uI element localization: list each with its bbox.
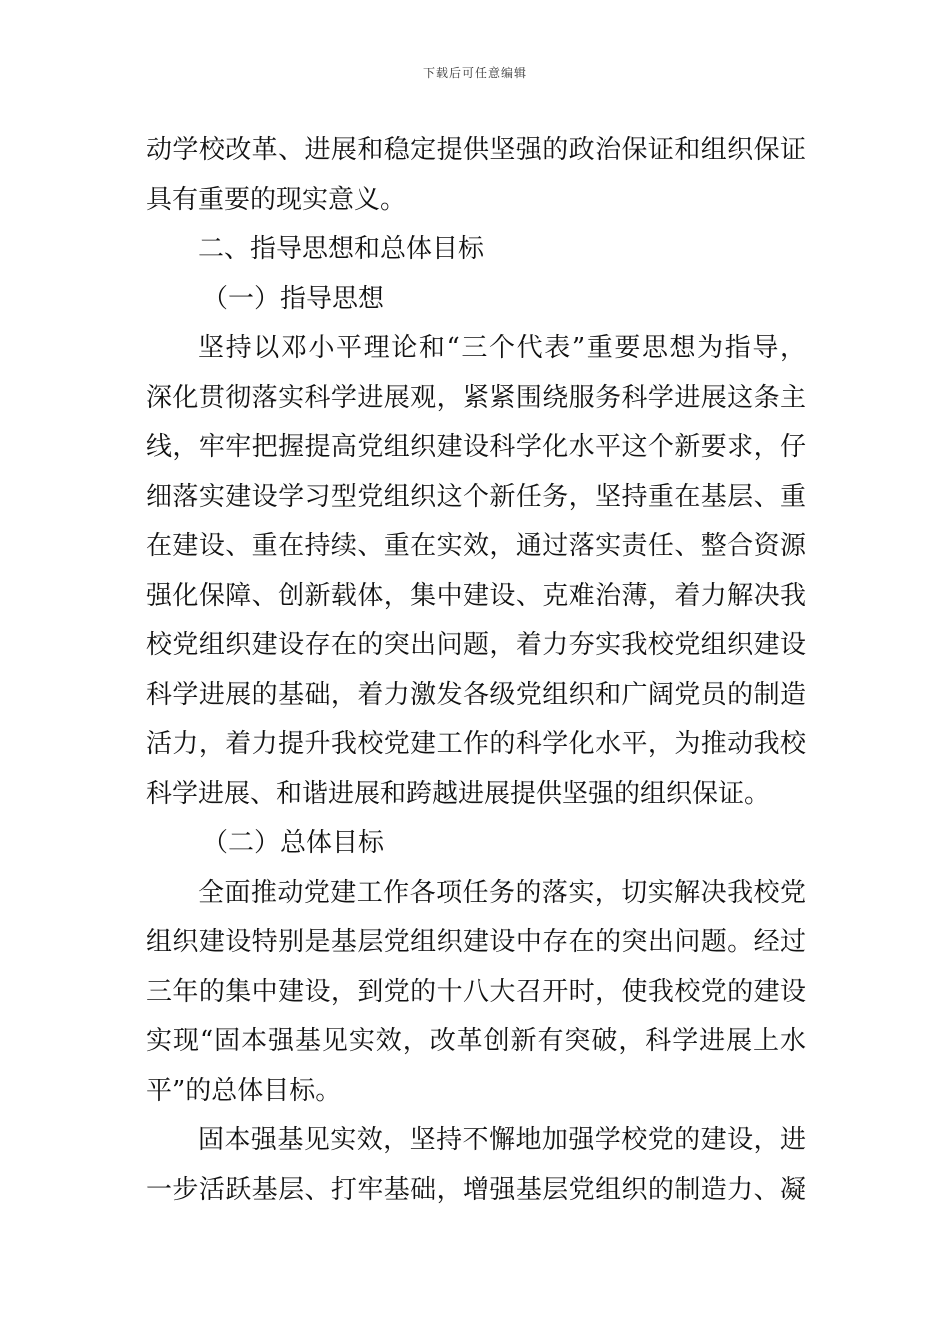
subsection-heading: （一）指导思想 [202,283,385,314]
subsection-heading: （二）总体目标 [202,828,385,858]
text-line: 深化贯彻落实科学进展观，紧紧围绕服务科学进展这条主 [146,382,806,413]
text-line: 强化保障、创新载体，集中建设、克难治薄，着力解决我 [146,580,806,611]
text-line: 校党组织建设存在的突出问题，着力夯实我校党组织建设 [146,630,806,660]
text-line: 坚持以邓小平理论和“三个代表”重要思想为指导， [198,333,806,363]
text-line: 平”的总体目标。 [146,1075,342,1106]
section-heading: 二、指导思想和总体目标 [198,234,485,264]
text-line: 组织建设特别是基层党组织建设中存在的突出问题。经过 [146,927,806,957]
text-line: 实现“固本强基见实效，改革创新有突破，科学进展上水 [146,1026,806,1056]
page-header: 下载后可任意编辑 [422,66,527,80]
text-line: 三年的集中建设，到党的十八大召开时，使我校党的建设 [146,976,806,1007]
text-line: 全面推动党建工作各项任务的落实，切实解决我校党 [198,877,806,908]
text-line: 科学进展的基础，着力激发各级党组织和广阔党员的制造 [146,679,806,710]
text-line: 细落实建设学习型党组织这个新任务，坚持重在基层、重 [146,481,806,512]
text-line: 活力，着力提升我校党建工作的科学化水平，为推动我校 [146,729,806,759]
text-line: 在建设、重在持续、重在实效，通过落实责任、整合资源 [146,531,806,561]
text-line: 科学进展、和谐进展和跨越进展提供坚强的组织保证。 [146,778,771,809]
text-line: 固本强基见实效，坚持不懈地加强学校党的建设，进 [198,1125,806,1155]
text-line: 一步活跃基层、打牢基础，增强基层党组织的制造力、凝 [146,1174,806,1205]
text-line: 具有重要的现实意义。 [146,184,407,215]
document-body [146,126,806,1215]
text-line: 动学校改革、进展和稳定提供坚强的政治保证和组织保证 [146,135,806,165]
text-line: 线，牢牢把握提高党组织建设科学化水平这个新要求，仔 [146,432,806,462]
